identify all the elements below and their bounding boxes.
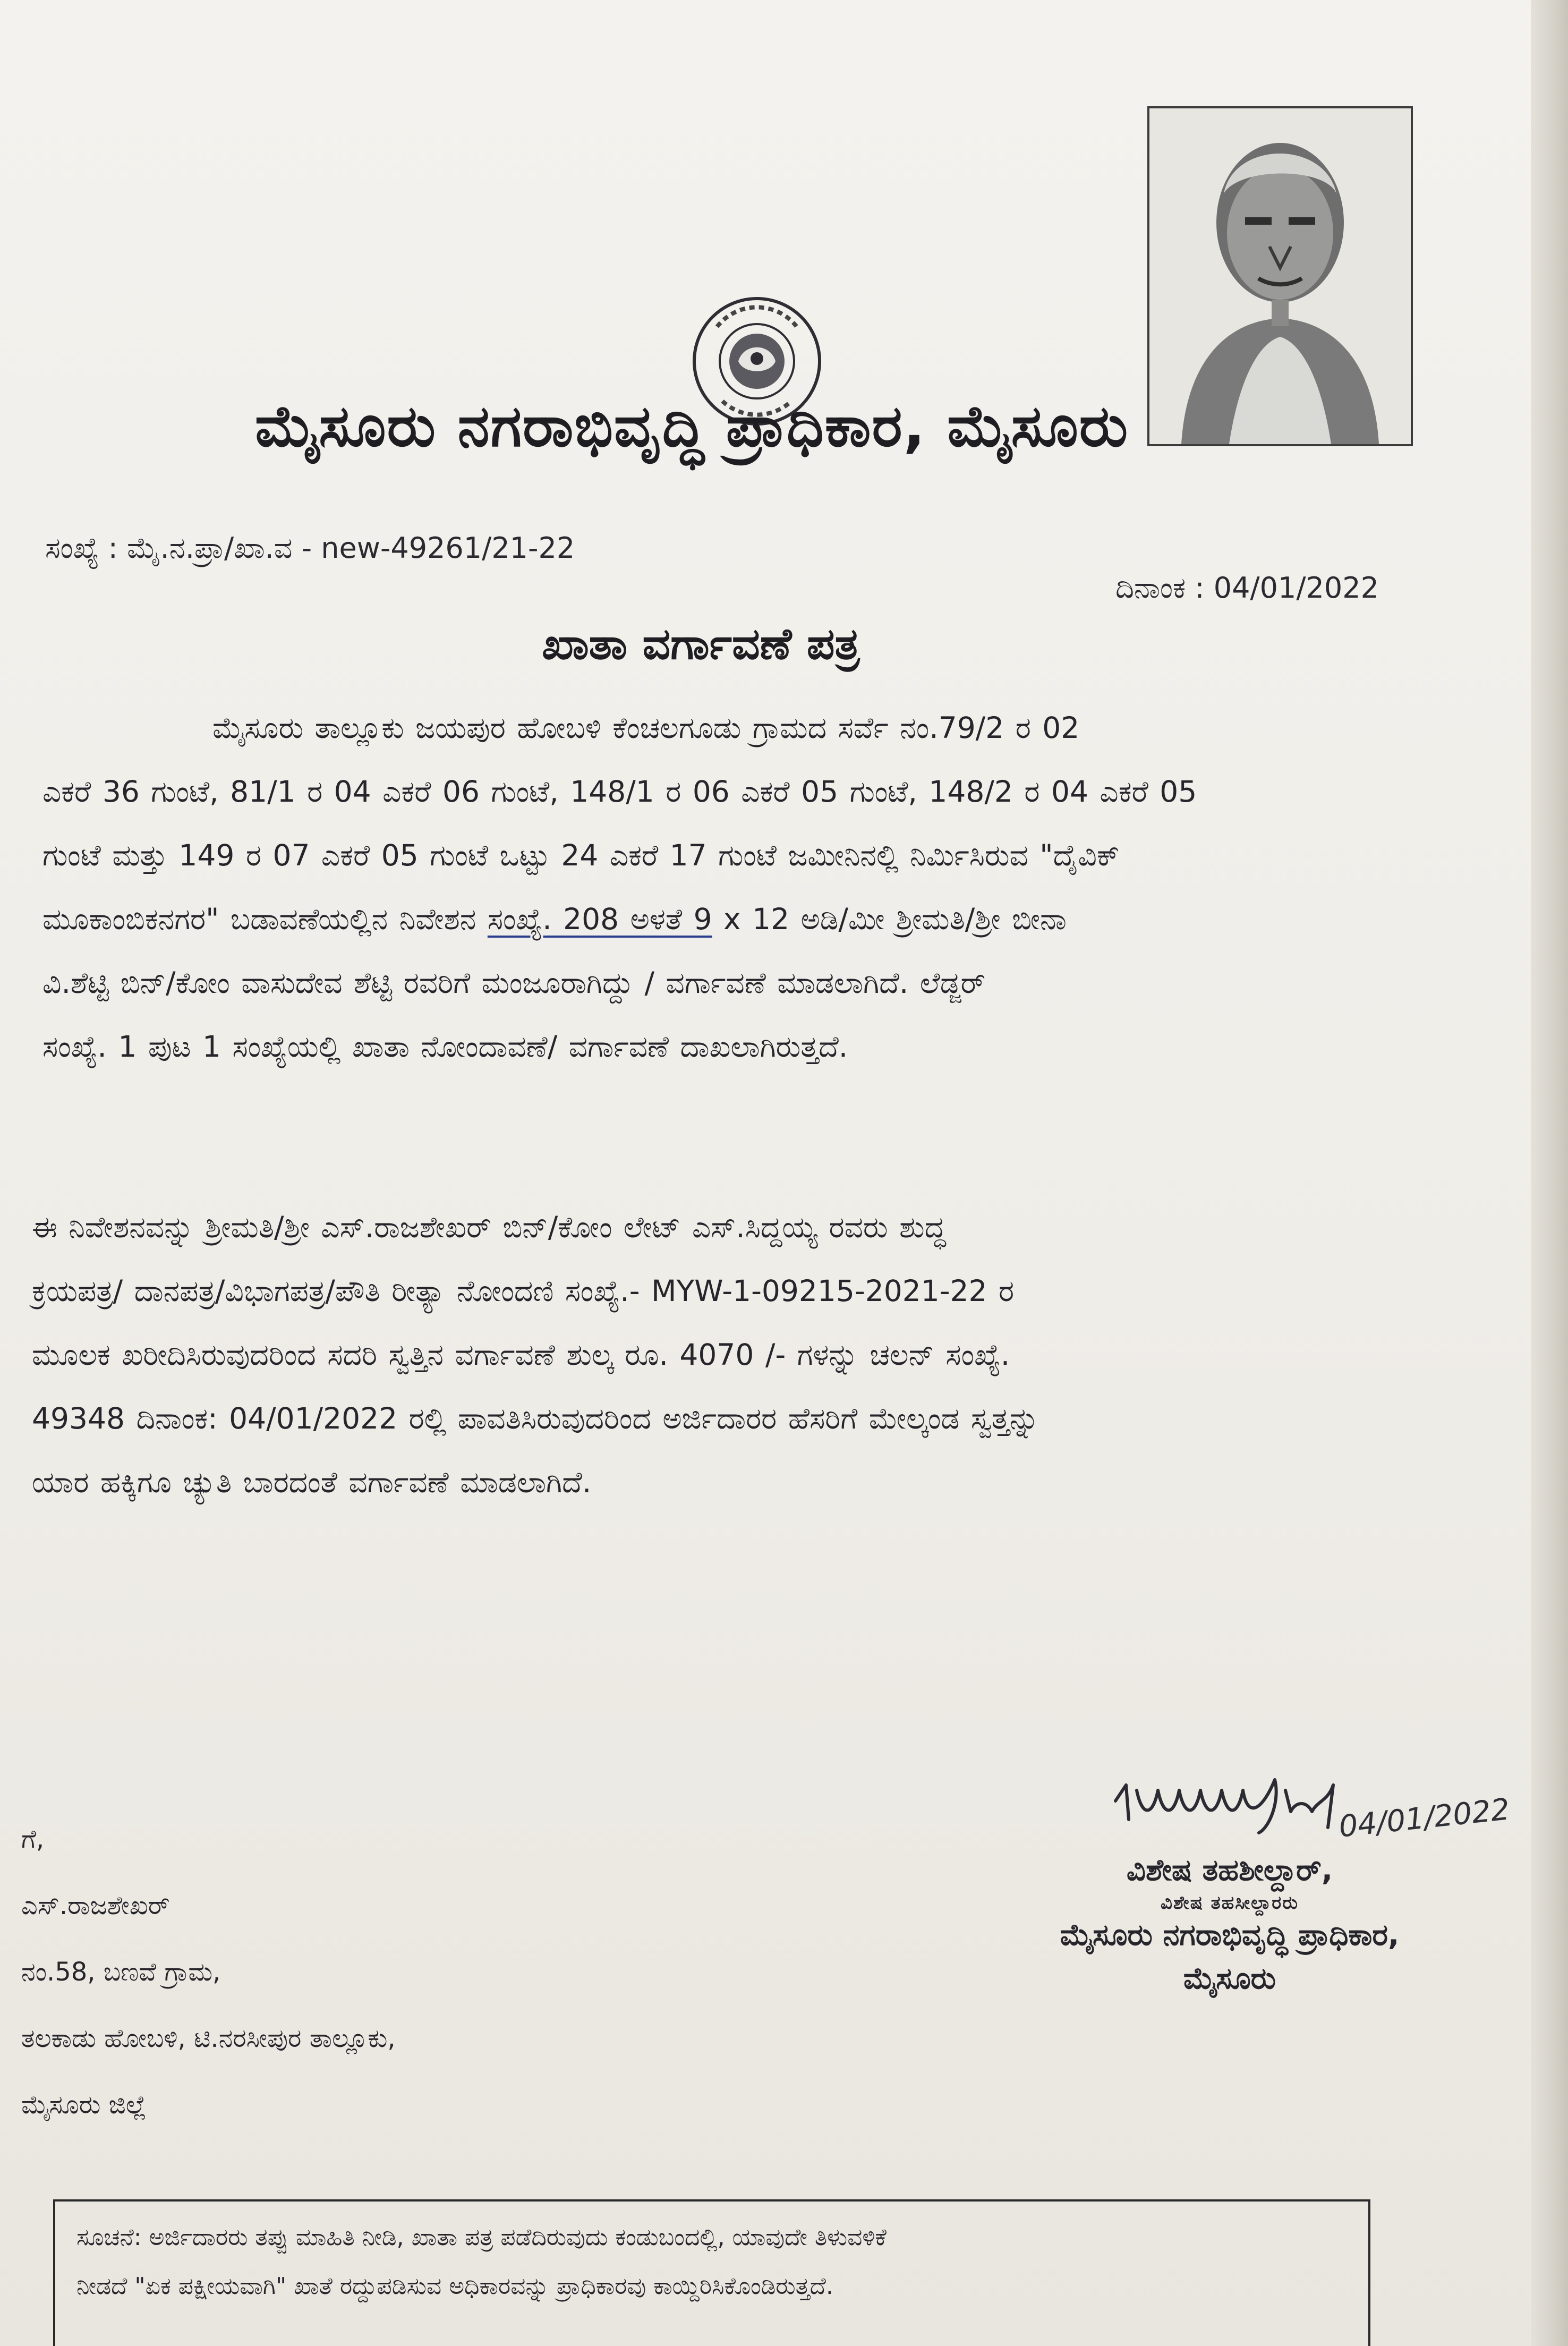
address-to: ಗೆ, [21, 1824, 45, 1854]
signature-date: 04/01/2022 [1337, 1792, 1512, 1844]
paragraph-line: ಸಂಖ್ಯೆ. 1 ಪುಟ 1 ಸಂಖ್ಯೆಯಲ್ಲಿ ಖಾತಾ ನೋಂದಾವಣೆ/ ವರ್ಗಾವಣೆ ದಾಖಲಾಗಿರುತ್ತದೆ. [42, 1030, 848, 1064]
recipient-name: ಎಸ್.ರಾಜಶೇಖರ್ [21, 1891, 170, 1920]
paragraph-line: ಈ ನಿವೇಶನವನ್ನು ಶ್ರೀಮತಿ/ಶ್ರೀ ಎಸ್.ರಾಜಶೇಖರ್ ಬಿನ್/ಕೋಂ ಲೇಟ್ ಎಸ್.ಸಿದ್ದಯ್ಯ ರವರು ಶುದ್ಧ [32, 1210, 946, 1244]
signatory-city: ಮೈಸೂರು [1183, 1961, 1276, 1996]
signatory-office: ಮೈಸೂರು ನಗರಾಭಿವೃದ್ಧಿ ಪ್ರಾಧಿಕಾರ, [1060, 1918, 1400, 1952]
line-text: x 12 ಅಡಿ/ಮೀ ಶ್ರೀಮತಿ/ಶ್ರೀ ಬೀನಾ [712, 902, 1067, 936]
page-edge-shadow [1531, 0, 1568, 2346]
line-text: ಮೂಕಾಂಬಿಕನಗರ" ಬಡಾವಣೆಯಲ್ಲಿನ ನಿವೇಶನ [42, 902, 488, 936]
paragraph-allotment [42, 696, 1402, 1078]
paragraph-line: ಎಕರೆ 36 ಗುಂಟೆ, 81/1 ರ 04 ಎಕರೆ 06 ಗುಂಟೆ, 148/1 ರ 06 ಎಕರೆ 05 ಗುಂಟೆ, 148/2 ರ 04 ಎಕರೆ 05 [42, 775, 1197, 809]
notice-line: ನೀಡದೆ "ಏಕ ಪಕ್ಷೀಯವಾಗಿ" ಖಾತೆ ರದ್ದುಪಡಿಸುವ ಅಧಿಕಾರವನ್ನು ಪ್ರಾಧಿಕಾರವು ಕಾಯ್ದಿರಿಸಿಕೊಂಡಿರುತ್ತದೆ. [76, 2273, 833, 2300]
notice-box [53, 2199, 1370, 2346]
paragraph-transfer [32, 1195, 1392, 1514]
paragraph-line: ಯಾರ ಹಕ್ಕಿಗೂ ಚ್ಯುತಿ ಬಾರದಂತೆ ವರ್ಗಾವಣೆ ಮಾಡಲಾಗಿದೆ. [32, 1465, 592, 1499]
notice-line: ಸೂಚನೆ: ಅರ್ಜಿದಾರರು ತಪ್ಪು ಮಾಹಿತಿ ನೀಡಿ, ಖಾತಾ ಪತ್ರ ಪಡೆದಿರುವುದು ಕಂಡುಬಂದಲ್ಲಿ, ಯಾವುದೇ ತಿಳುವಳಿಕೆ [76, 2224, 887, 2251]
document-heading: ಖಾತಾ ವರ್ಗಾವಣೆ ಪತ್ರ [542, 619, 860, 669]
address-line: ತಲಕಾಡು ಹೋಬಳಿ, ಟಿ.ನರಸೀಪುರ ತಾಲ್ಲೂಕು, [21, 2024, 396, 2053]
recipient-address [21, 1806, 396, 2138]
paragraph-line: ಮೂಲಕ ಖರೀದಿಸಿರುವುದರಿಂದ ಸದರಿ ಸ್ವತ್ತಿನ ವರ್ಗಾವಣೆ ಶುಲ್ಕ ರೂ. 4070 /- ಗಳನ್ನು ಚಲನ್ ಸಂಖ್ಯೆ. [32, 1338, 1010, 1372]
paragraph-line: ವಿ.ಶೆಟ್ಟಿ ಬಿನ್/ಕೋಂ ವಾಸುದೇವ ಶೆಟ್ಟಿ ರವರಿಗೆ ಮಂಜೂರಾಗಿದ್ದು / ವರ್ಗಾವಣೆ ಮಾಡಲಾಗಿದೆ. ಲೆಡ್ಜರ್ [42, 966, 986, 1000]
paragraph-line: ಕ್ರಯಪತ್ರ/ ದಾನಪತ್ರ/ವಿಭಾಗಪತ್ರ/ಪೌತಿ ರೀತ್ಯಾ ನೋಂದಣಿ ಸಂಖ್ಯೆ.- MYW-1-09215-2021-22 ರ [32, 1274, 1015, 1308]
reference-number: ಸಂಖ್ಯೆ : ಮೈ.ನ.ಪ್ರಾ/ಖಾ.ವ - new-49261/21-22 [45, 531, 575, 565]
authority-title: ಮೈಸೂರು ನಗರಾಭಿವೃದ್ಧಿ ಪ್ರಾಧಿಕಾರ, ಮೈಸೂರು [255, 393, 1129, 460]
signatory-stamp: ವಿಶೇಷ ತಹಸೀಲ್ದಾರರು [1160, 1892, 1299, 1914]
signatory-block [951, 1849, 1509, 2001]
paragraph-line: ಮೈಸೂರು ತಾಲ್ಲೂಕು ಜಯಪುರ ಹೋಬಳಿ ಕೆಂಚಲಗೂಡು ಗ್ರಾಮದ ಸರ್ವೆ ನಂ.79/2 ರ 02 [212, 711, 1080, 745]
address-line: ನಂ.58, ಬಣವೆ ಗ್ರಾಮ, [21, 1957, 221, 1987]
site-number-underlined: ಸಂಖ್ಯೆ. 208 ಅಳತೆ 9 [487, 902, 712, 936]
paragraph-line: 49348 ದಿನಾಂಕ: 04/01/2022 ರಲ್ಲಿ ಪಾವತಿಸಿರುವುದರಿಂದ ಅರ್ಜಿದಾರರ ಹೆಸರಿಗೆ ಮೇಲ್ಕಂಡ ಸ್ವತ್ತನ್ನು [32, 1401, 1039, 1435]
address-line: ಮೈಸೂರು ಜಿಲ್ಲೆ [21, 2090, 147, 2120]
paragraph-line [42, 887, 1402, 951]
issue-date: ದಿನಾಂಕ : 04/01/2022 [1115, 571, 1379, 605]
signatory-designation: ವಿಶೇಷ ತಹಶೀಲ್ದಾರ್, [1126, 1853, 1333, 1888]
paragraph-line: ಗುಂಟೆ ಮತ್ತು 149 ರ 07 ಎಕರೆ 05 ಗುಂಟೆ ಒಟ್ಟು 24 ಎಕರೆ 17 ಗುಂಟೆ ಜಮೀನಿನಲ್ಲಿ ನಿರ್ಮಿಸಿರುವ "ದೈವಿಕ್ [42, 838, 1120, 872]
